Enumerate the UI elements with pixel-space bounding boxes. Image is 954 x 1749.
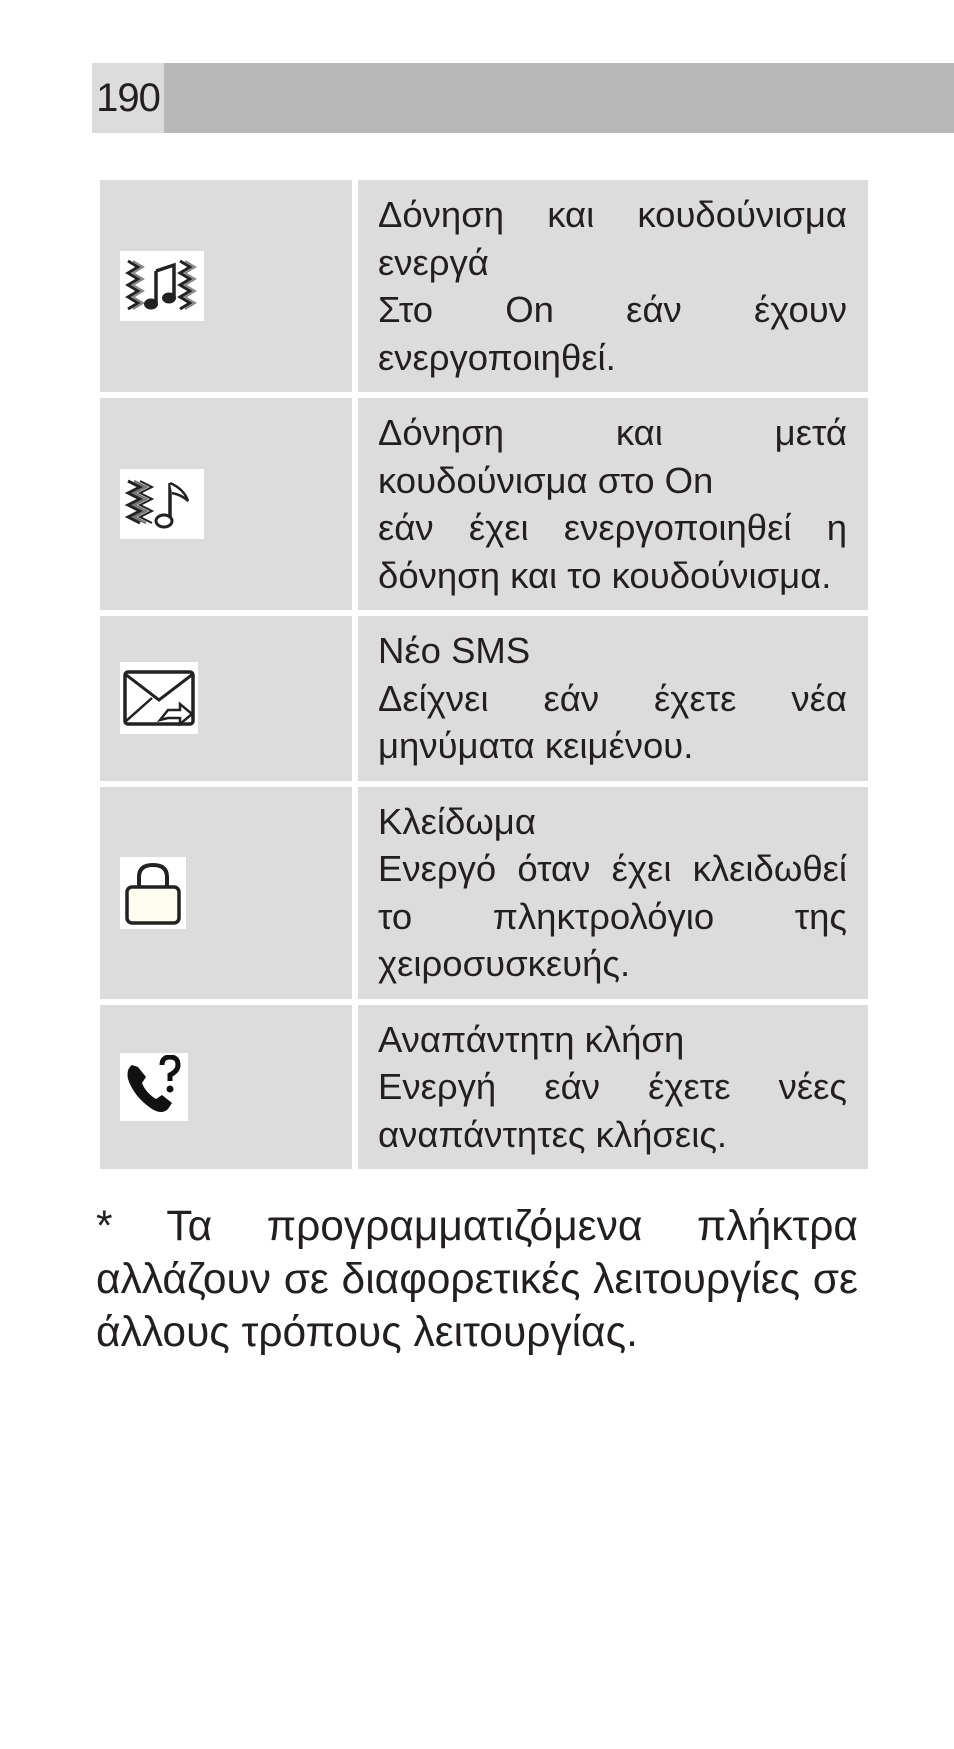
icon-cell xyxy=(100,180,352,392)
icon-description xyxy=(358,180,868,392)
icon-description xyxy=(358,616,868,781)
icon-title: Δόνηση και μετά κουδούνισμα στο On xyxy=(378,412,847,501)
new-sms-envelope-icon xyxy=(120,662,198,734)
table-row xyxy=(100,616,868,781)
icon-title: Κλείδωμα xyxy=(378,800,536,842)
page-number: 190 xyxy=(92,63,164,133)
vibrate-then-ring-icon xyxy=(120,469,204,539)
missed-call-icon xyxy=(120,1053,188,1121)
icon-description xyxy=(358,787,868,999)
icon-desc: Ενεργή εάν έχετε νέες αναπάντητες κλήσεις. xyxy=(378,1066,847,1155)
table-row xyxy=(100,1005,868,1170)
icon-cell xyxy=(100,398,352,610)
table-row xyxy=(100,787,868,999)
icon-desc: Στο On εάν έχουν ενεργοποιηθεί. xyxy=(378,289,847,378)
icon-title: Νέο SMS xyxy=(378,630,531,671)
icon-cell xyxy=(100,1005,352,1170)
icon-title: Αναπάντητη κλήση xyxy=(378,1018,685,1060)
table-row xyxy=(100,398,868,610)
icon-title: Δόνηση και κουδούνισμα ενεργά xyxy=(378,194,847,283)
header-bar xyxy=(92,63,954,133)
icon-description xyxy=(358,1005,868,1170)
footnote: * Τα προγραμματιζόμενα πλήκτρα αλλάζουν σε διαφορετικές λειτουργίες σε άλλους τρόπους λειτουργίας. xyxy=(96,1203,858,1356)
icon-desc: εάν έχει ενεργοποιηθεί η δόνηση και το κουδούνισμα. xyxy=(378,507,847,596)
table-row xyxy=(100,180,868,392)
status-icons-table xyxy=(100,180,868,1175)
keypad-lock-icon xyxy=(120,857,186,929)
icon-cell xyxy=(100,787,352,999)
icon-description xyxy=(358,398,868,610)
icon-desc: Ενεργό όταν έχει κλειδωθεί το πληκτρολόγιο της χειροσυσκευής. xyxy=(378,848,847,984)
icon-desc: Δείχνει εάν έχετε νέα μηνύματα κειμένου. xyxy=(378,677,847,766)
vibrate-and-ring-icon xyxy=(120,251,204,321)
icon-cell xyxy=(100,616,352,781)
